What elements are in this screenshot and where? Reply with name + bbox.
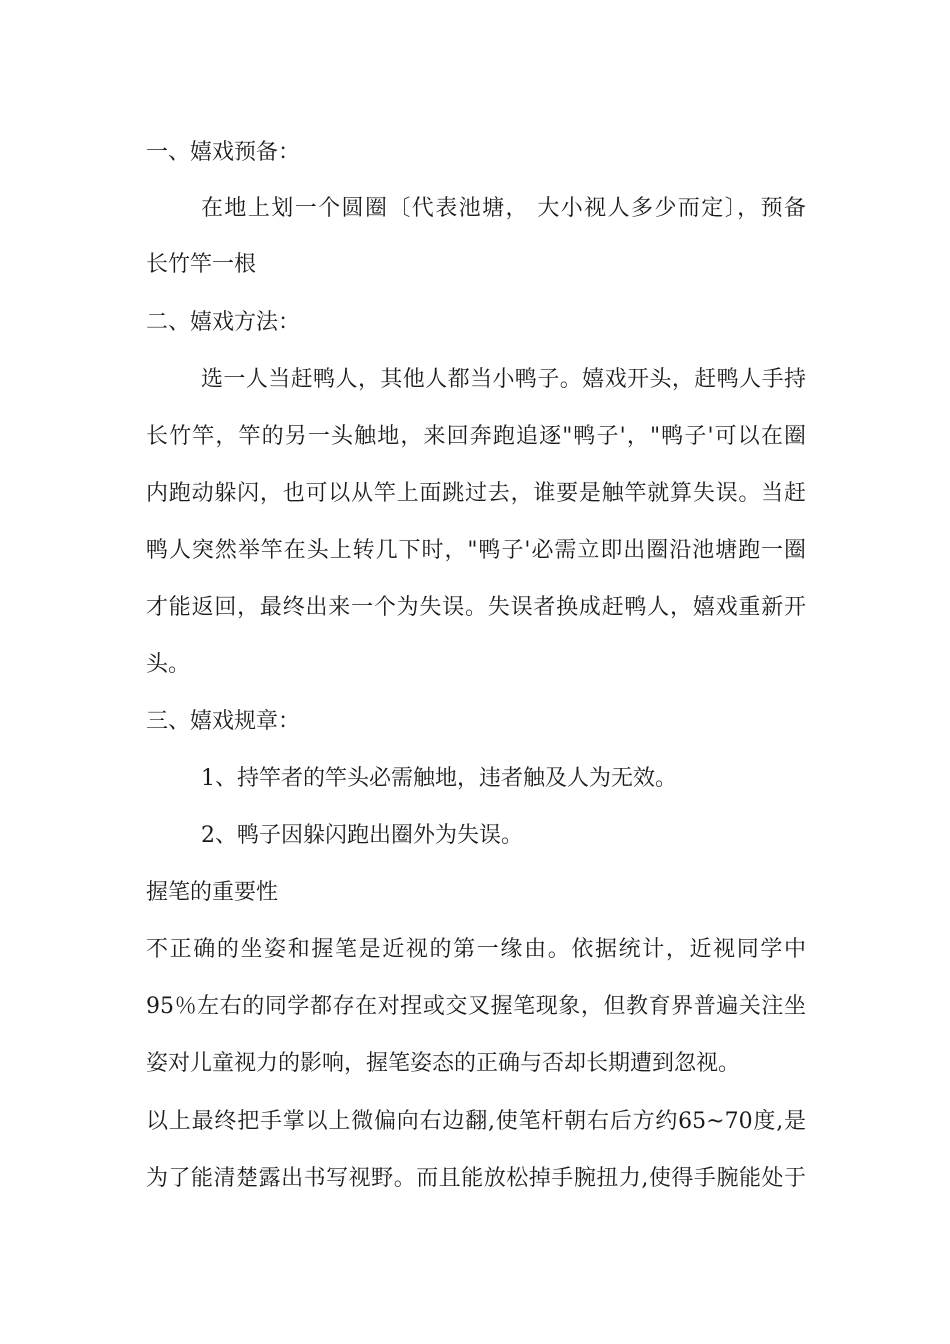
paragraph-line: 头。 — [146, 652, 191, 677]
paragraph-line: 长竹竿一根 — [146, 252, 257, 277]
paragraph-line: 不正确的坐姿和握笔是近视的第一缘由。依据统计，近视同学中 — [146, 937, 806, 962]
section-heading-method: 二、嬉戏方法： — [146, 310, 301, 335]
rule-item: 1、持竿者的竿头必需触地，违者触及人为无效。 — [201, 766, 677, 791]
paragraph-line: 95％左右的同学都存在对捏或交叉握笔现象，但教育界普遍关注坐 — [146, 994, 806, 1019]
paragraph-line: 为了能清楚露出书写视野。而且能放松掉手腕扭力,使得手腕能处于 — [146, 1166, 806, 1191]
paragraph-line: 姿对儿童视力的影响，握笔姿态的正确与否却长期遭到忽视。 — [146, 1051, 741, 1076]
paragraph-line: 长竹竿，竿的另一头触地，来回奔跑追逐"鸭子'，"鸭子'可以在圈 — [146, 424, 806, 449]
paragraph-line: 在地上划一个圆圈〔代表池塘， 大小视人多少而定〕，预备 — [201, 196, 806, 221]
paragraph-line: 以上最终把手掌以上微偏向右边翻,使笔杆朝右后方约65~70度,是 — [146, 1109, 806, 1134]
paragraph-line: 才能返回，最终出来一个为失误。失误者换成赶鸭人，嬉戏重新开 — [146, 595, 806, 620]
grip-title: 握笔的重要性 — [146, 880, 279, 905]
rule-item: 2、鸭子因躲闪跑出圈外为失误。 — [201, 823, 523, 848]
paragraph-line: 内跑动躲闪，也可以从竿上面跳过去，谁要是触竿就算失误。当赶 — [146, 481, 806, 506]
section-heading-preparation: 一、嬉戏预备： — [146, 140, 301, 165]
section-heading-rules: 三、嬉戏规章： — [146, 709, 301, 734]
paragraph-line: 鸭人突然举竿在头上转几下时，"鸭子'必需立即出圈沿池塘跑一圈 — [146, 538, 806, 563]
paragraph-line: 选一人当赶鸭人，其他人都当小鸭子。嬉戏开头，赶鸭人手持 — [201, 367, 806, 392]
